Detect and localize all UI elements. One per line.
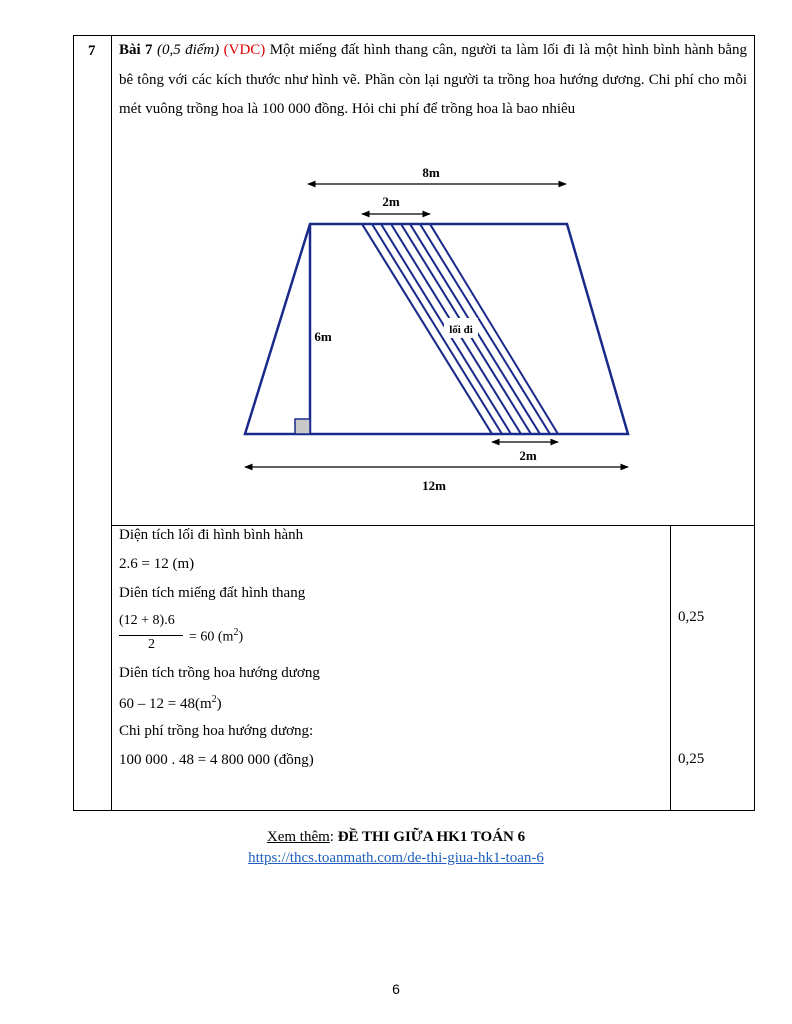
path-top-width-label: 2m bbox=[382, 194, 400, 209]
see-more-link-line bbox=[0, 850, 792, 867]
problem-level: (VDC) bbox=[223, 42, 266, 58]
see-more-title: ĐỀ THI GIỮA HK1 TOÁN 6 bbox=[337, 829, 526, 845]
see-more-line bbox=[0, 829, 792, 846]
table-border-bottom bbox=[73, 810, 755, 811]
solution-line-1: Diện tích lối đi hình bình hành bbox=[119, 527, 304, 543]
formula-numerator: (12 + 8).6 bbox=[119, 613, 175, 628]
formula-denominator: 2 bbox=[148, 637, 155, 652]
problem-text: Một miếng đất hình thang cân, người ta làm lối đi là một hình bình hành bằng bê tông với các kích thước như hình vẽ. Phần còn lại người ta trồng hoa hướng dương. Chi phí cho mỗi mét vuông trồng hoa là 100 000 đồng. Hỏi chi phí để trồng hoa là bao nhiêu bbox=[119, 42, 748, 117]
solution-line-3: Diên tích miếng đất hình thang bbox=[119, 585, 306, 601]
table-divider-row bbox=[111, 525, 755, 526]
see-more-colon: : bbox=[329, 829, 338, 845]
solution-line-7: Chi phí trồng hoa hướng dương: bbox=[119, 723, 314, 739]
solution-line-6: $60 - 12 = 48(m^2)$ bbox=[119, 694, 222, 712]
path-bottom-width-label: 2m bbox=[519, 448, 537, 463]
page-number: 6 bbox=[392, 981, 400, 997]
solution-line-5: Diên tích trồng hoa hướng dương bbox=[119, 665, 320, 681]
table-border-left bbox=[73, 35, 74, 811]
score-2: 0,25 bbox=[678, 751, 705, 767]
trapezoid-area-formula bbox=[119, 613, 259, 655]
solution-line-8: 100 000 . 48 = 4 800 000 (đồng) bbox=[119, 752, 314, 768]
see-more-link[interactable]: https://thcs.toanmath.com/de-thi-giua-hk1-toan-6 bbox=[248, 850, 544, 866]
table-border-right bbox=[754, 35, 755, 811]
bottom-length-label: 12m bbox=[422, 478, 446, 493]
trapezoid-figure bbox=[230, 160, 650, 505]
see-more-label: Xem thêm bbox=[266, 829, 330, 845]
table-divider-number-col bbox=[111, 35, 112, 811]
question-number: 7 bbox=[88, 43, 96, 59]
height-label: 6m bbox=[314, 329, 332, 344]
solution-line-2: 2.6 = 12 (m) bbox=[119, 556, 195, 572]
problem-points: (0,5 điểm) bbox=[156, 42, 220, 58]
path-label: lối đi bbox=[449, 324, 473, 336]
table-divider-score-col bbox=[670, 525, 671, 811]
formula-result: = 60 $(m^2)$ bbox=[189, 627, 244, 645]
fraction-bar bbox=[119, 635, 183, 636]
right-angle-mark bbox=[295, 419, 310, 434]
problem-statement bbox=[119, 36, 747, 125]
score-1: 0,25 bbox=[678, 609, 705, 625]
problem-title: Bài 7 bbox=[119, 42, 153, 58]
top-length-label: 8m bbox=[422, 165, 440, 180]
